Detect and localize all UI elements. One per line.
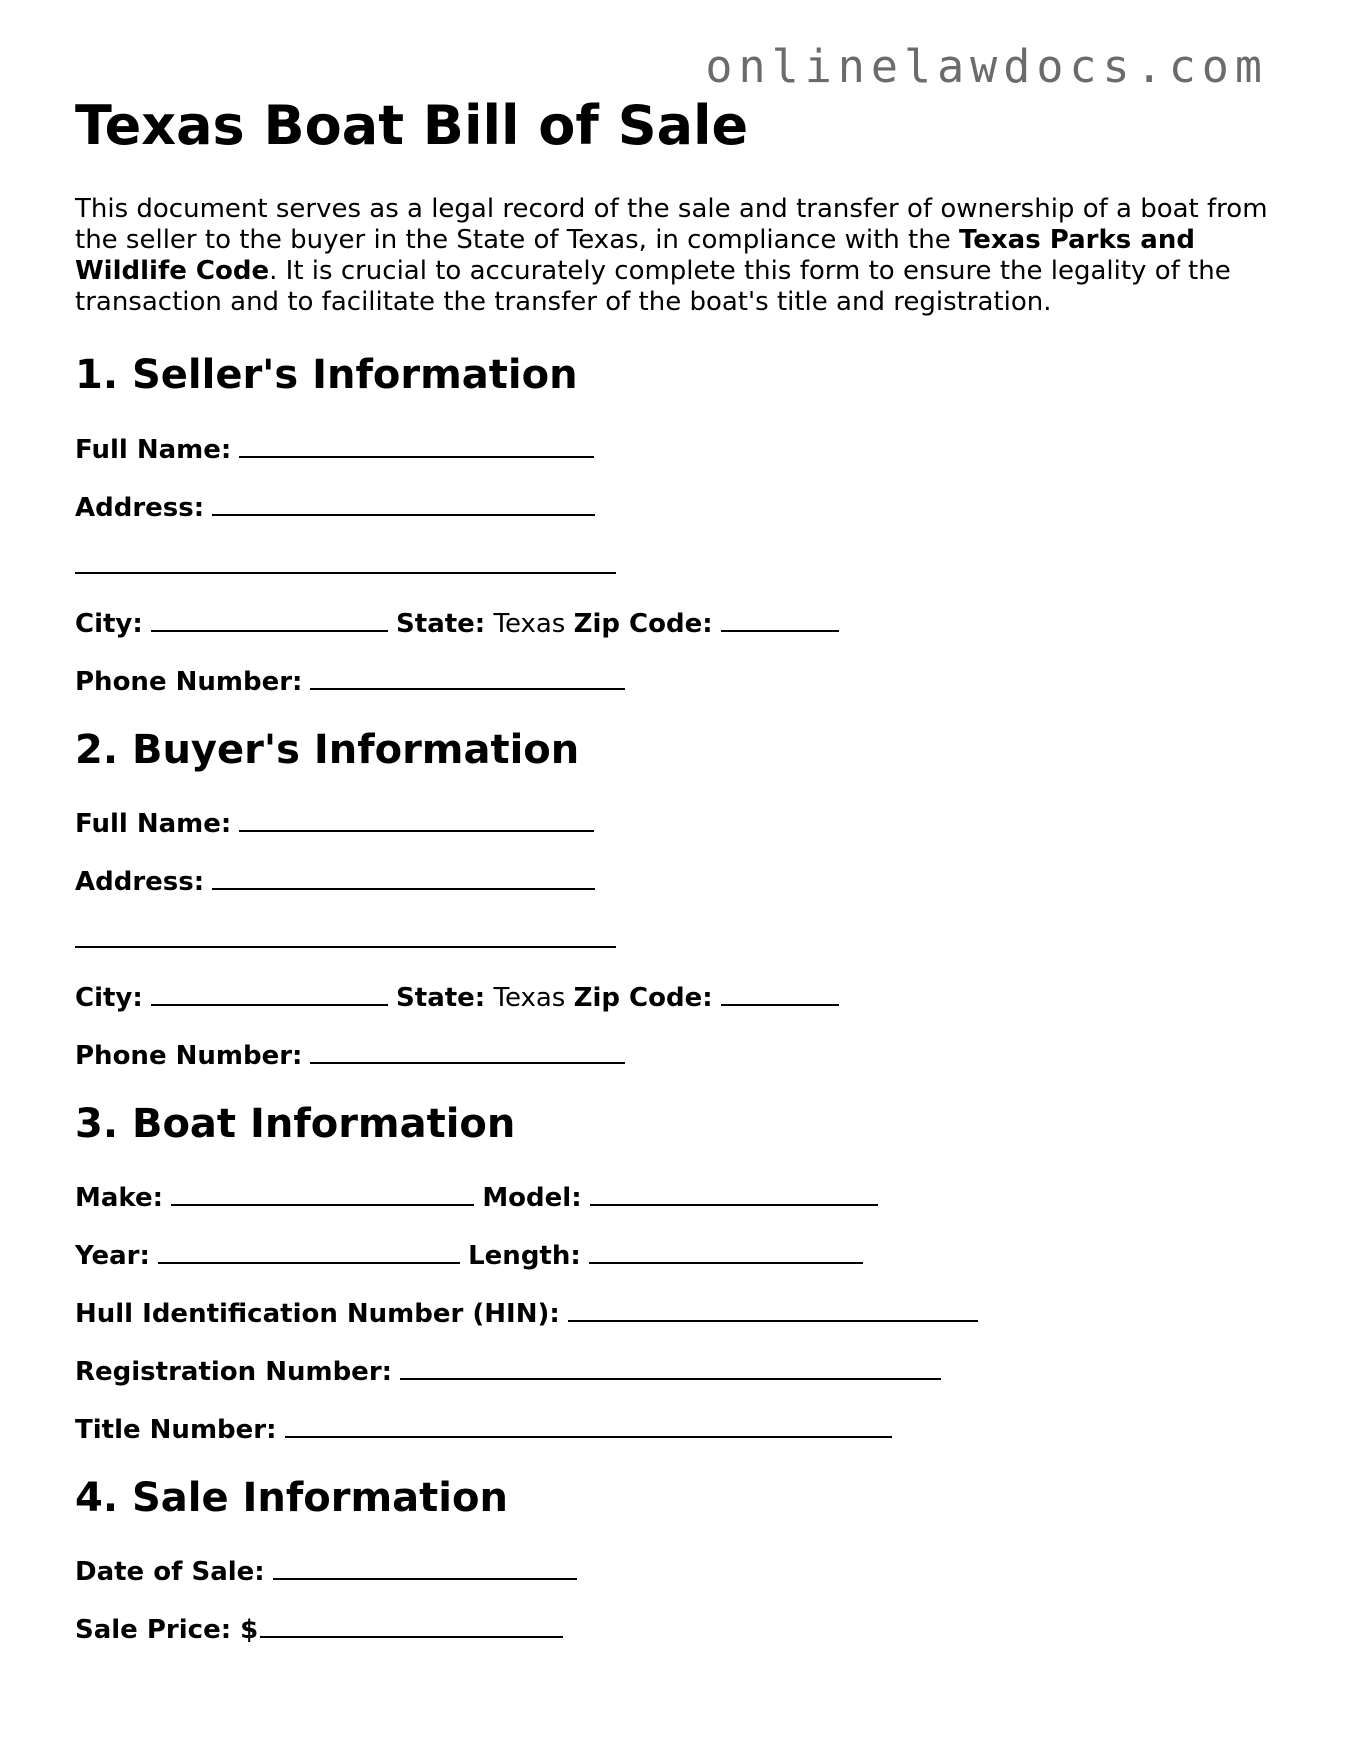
seller-address-blank[interactable] [212, 492, 595, 516]
watermark: onlinelawdocs.com [705, 40, 1268, 93]
sale-price-blank[interactable] [260, 1614, 563, 1638]
intro-text-2: . It is crucial to accurately complete this form to ensure the legality of the transaction and to facilitate the transfer of the boat's title and registration. [75, 256, 1231, 317]
buyer-city-state-zip-row [75, 982, 839, 1011]
boat-model-label: Model: [482, 1183, 582, 1213]
seller-section-title: 1. Seller's Information [75, 352, 578, 398]
seller-zip-label: Zip Code: [573, 609, 713, 639]
buyer-address-line-2-blank[interactable] [75, 924, 616, 948]
buyer-phone-row [75, 1040, 625, 1069]
buyer-full-name-blank[interactable] [239, 808, 594, 832]
boat-hin-label: Hull Identification Number (HIN): [75, 1299, 560, 1329]
seller-address-label: Address: [75, 493, 205, 523]
intro-text-1: This document serves as a legal record of the sale and transfer of ownership of a boat from the seller to the buyer in the State of Texas, in compliance with the [75, 194, 1268, 255]
sale-price-row [75, 1614, 563, 1643]
boat-length-blank[interactable] [589, 1240, 863, 1264]
seller-address-line-2-blank[interactable] [75, 550, 616, 574]
buyer-address-blank[interactable] [212, 866, 595, 890]
sale-date-row [75, 1556, 577, 1585]
sale-date-label: Date of Sale: [75, 1557, 265, 1587]
boat-make-model-row [75, 1182, 878, 1211]
buyer-phone-blank[interactable] [310, 1040, 625, 1064]
boat-title-number-blank[interactable] [285, 1414, 892, 1438]
seller-address-row [75, 492, 595, 521]
sale-date-blank[interactable] [273, 1556, 577, 1580]
sale-section-title: 4. Sale Information [75, 1475, 508, 1521]
seller-full-name-blank[interactable] [239, 434, 594, 458]
seller-full-name-label: Full Name: [75, 435, 232, 465]
buyer-city-label: City: [75, 983, 143, 1013]
boat-year-label: Year: [75, 1241, 150, 1271]
buyer-zip-label: Zip Code: [573, 983, 713, 1013]
boat-title-number-row [75, 1414, 892, 1443]
boat-hin-blank[interactable] [568, 1298, 978, 1322]
buyer-address-label: Address: [75, 867, 205, 897]
seller-phone-row [75, 666, 625, 695]
buyer-state-label: State: [396, 983, 486, 1013]
seller-city-label: City: [75, 609, 143, 639]
boat-model-blank[interactable] [590, 1182, 878, 1206]
boat-length-label: Length: [468, 1241, 581, 1271]
buyer-state-value: Texas [493, 983, 566, 1013]
boat-make-blank[interactable] [171, 1182, 474, 1206]
buyer-section-title: 2. Buyer's Information [75, 727, 580, 773]
seller-city-blank[interactable] [151, 608, 388, 632]
buyer-full-name-row [75, 808, 594, 837]
boat-registration-label: Registration Number: [75, 1357, 393, 1387]
intro-paragraph [75, 194, 1275, 318]
boat-year-blank[interactable] [158, 1240, 460, 1264]
seller-zip-blank[interactable] [721, 608, 839, 632]
boat-registration-blank[interactable] [400, 1356, 941, 1380]
seller-full-name-row [75, 434, 594, 463]
seller-phone-label: Phone Number: [75, 667, 303, 697]
buyer-address-row [75, 866, 595, 895]
seller-address-line-2-row [75, 550, 616, 579]
boat-year-length-row [75, 1240, 863, 1269]
boat-make-label: Make: [75, 1183, 164, 1213]
buyer-zip-blank[interactable] [721, 982, 839, 1006]
seller-state-value: Texas [493, 609, 566, 639]
boat-hin-row [75, 1298, 978, 1327]
buyer-address-line-2-row [75, 924, 616, 953]
sale-price-label: Sale Price: $ [75, 1615, 259, 1645]
buyer-full-name-label: Full Name: [75, 809, 232, 839]
seller-state-label: State: [396, 609, 486, 639]
boat-registration-row [75, 1356, 941, 1385]
seller-city-state-zip-row [75, 608, 839, 637]
seller-phone-blank[interactable] [310, 666, 625, 690]
boat-title-number-label: Title Number: [75, 1415, 277, 1445]
boat-section-title: 3. Boat Information [75, 1101, 516, 1147]
intro-code-reference: Texas Parks and Wildlife Code [75, 225, 1195, 286]
buyer-city-blank[interactable] [151, 982, 388, 1006]
buyer-phone-label: Phone Number: [75, 1041, 303, 1071]
document-title: Texas Boat Bill of Sale [75, 94, 749, 157]
